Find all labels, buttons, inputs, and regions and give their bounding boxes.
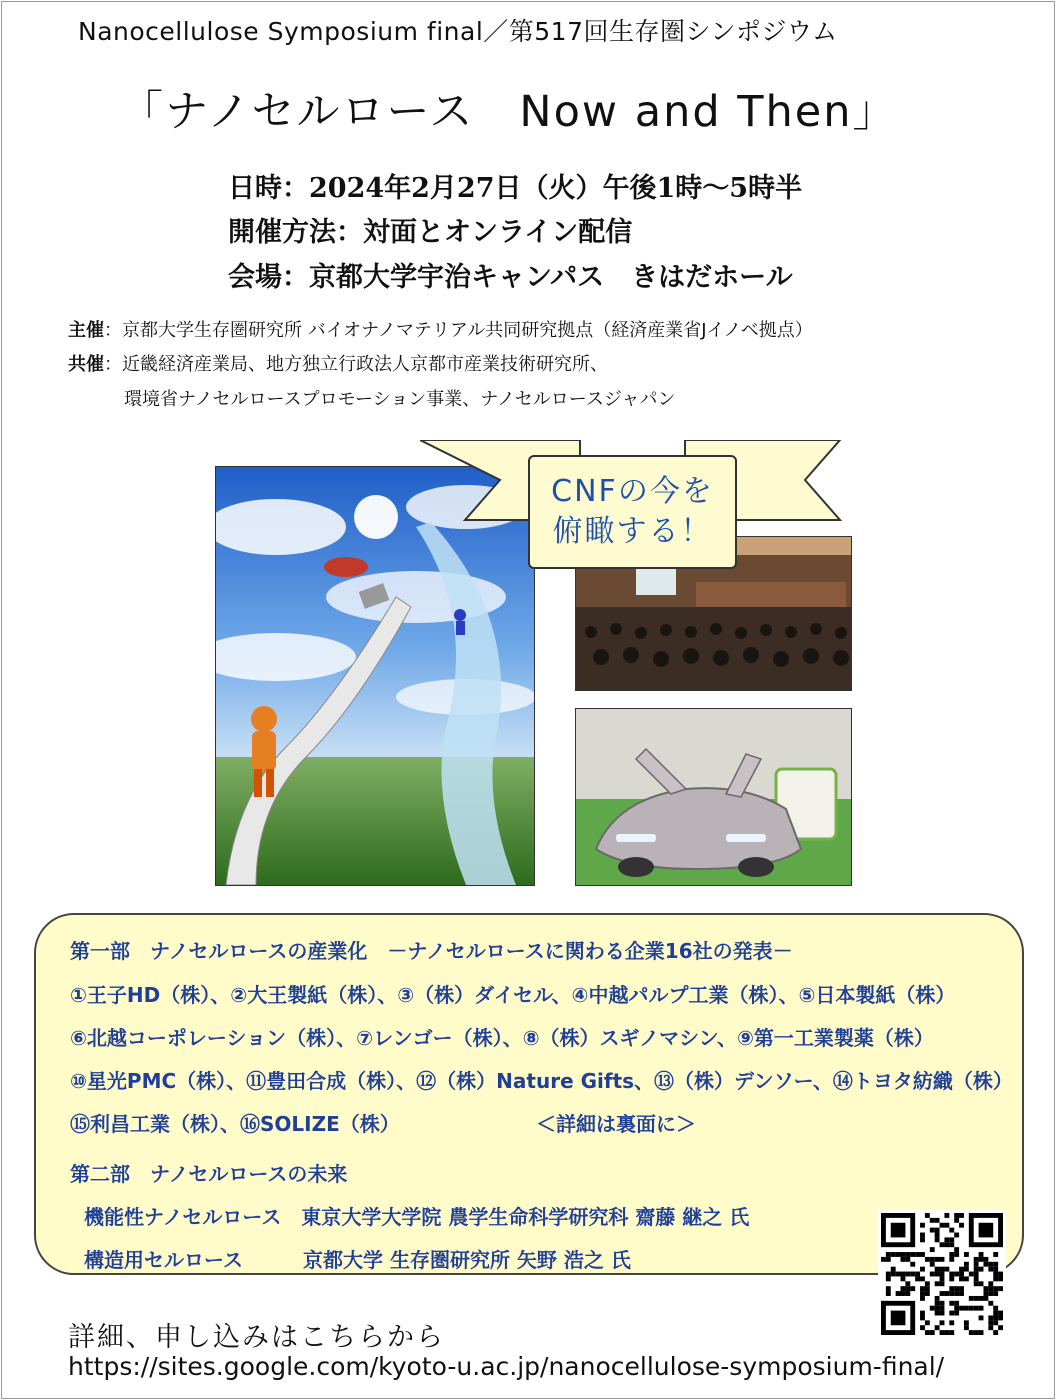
talk-1: 機能性ナノセルロース 東京大学大学院 農学生命科学研究科 齋藤 継之 氏 bbox=[84, 1205, 750, 1229]
banner-line-1: CNFの今を bbox=[551, 474, 714, 509]
event-venue: 会場：京都大学宇治キャンパス きはだホール bbox=[228, 262, 793, 293]
cohost-text: ：近畿経済産業局、地方独立行政法人京都市産業技術研究所、 bbox=[104, 354, 608, 375]
registration-url[interactable]: https://sites.google.com/kyoto-u.ac.jp/nanocellulose-symposium-final/ bbox=[68, 1352, 945, 1381]
companies-line-2: ⑥北越コーポレーション（株）、⑦レンゴー（株）、⑧（株）スギノマシン、⑨第一工業製薬（株） bbox=[70, 1026, 934, 1050]
host-label: 主催 bbox=[68, 320, 104, 341]
companies-line-1: ①王子HD（株）、②大王製紙（株）、③（株）ダイセル、④中越パルプ工業（株）、⑤日本製紙（株） bbox=[70, 983, 956, 1007]
cohost-label: 共催 bbox=[68, 354, 104, 375]
symposium-line: Nanocellulose Symposium final／第517回生存圏シンポジウム bbox=[78, 17, 838, 46]
details-note: ＜詳細は裏面に＞ bbox=[536, 1112, 696, 1136]
cohost-line-2: 環境省ナノセルロースプロモーション事業、ナノセルロースジャパン bbox=[124, 389, 676, 410]
program-box bbox=[34, 913, 1024, 1275]
host-line bbox=[68, 316, 813, 342]
companies-line-3: ⑩星光PMC（株）、⑪豊田合成（株）、⑫（株）Nature Gifts、⑬（株）デンソー、⑭トヨタ紡織（株） bbox=[70, 1069, 1013, 1093]
banner-line-2: 俯瞰する！ bbox=[552, 514, 713, 549]
qr-code[interactable] bbox=[878, 1210, 1006, 1338]
host-text: ：京都大学生存圏研究所 バイオナノマテリアル共同研究拠点（経済産業省Jイノベ拠点） bbox=[104, 320, 813, 341]
concept-car-svg bbox=[576, 709, 851, 885]
concept-car-photo bbox=[575, 708, 852, 886]
cohost-line bbox=[68, 350, 608, 376]
talk-2: 構造用セルロース 京都大学 生存圏研究所 矢野 浩之 氏 bbox=[84, 1248, 631, 1272]
apply-text: 詳細、申し込みはこちらから bbox=[68, 1322, 445, 1353]
event-method: 開催方法：対面とオンライン配信 bbox=[228, 217, 633, 248]
part2-title: 第二部 ナノセルロースの未来 bbox=[70, 1162, 348, 1186]
page-title: 「ナノセルロース Now and Then」 bbox=[120, 87, 898, 137]
companies-line-4: ⑮利昌工業（株）、⑯SOLIZE（株） bbox=[70, 1112, 400, 1136]
qr-code-svg bbox=[881, 1213, 1003, 1335]
event-datetime: 日時：2024年2月27日（火）午後1時～5時半 bbox=[228, 173, 803, 204]
banner-text-box bbox=[528, 455, 737, 569]
part1-title: 第一部 ナノセルロースの産業化 －ナノセルロースに関わる企業16社の発表－ bbox=[70, 939, 793, 963]
